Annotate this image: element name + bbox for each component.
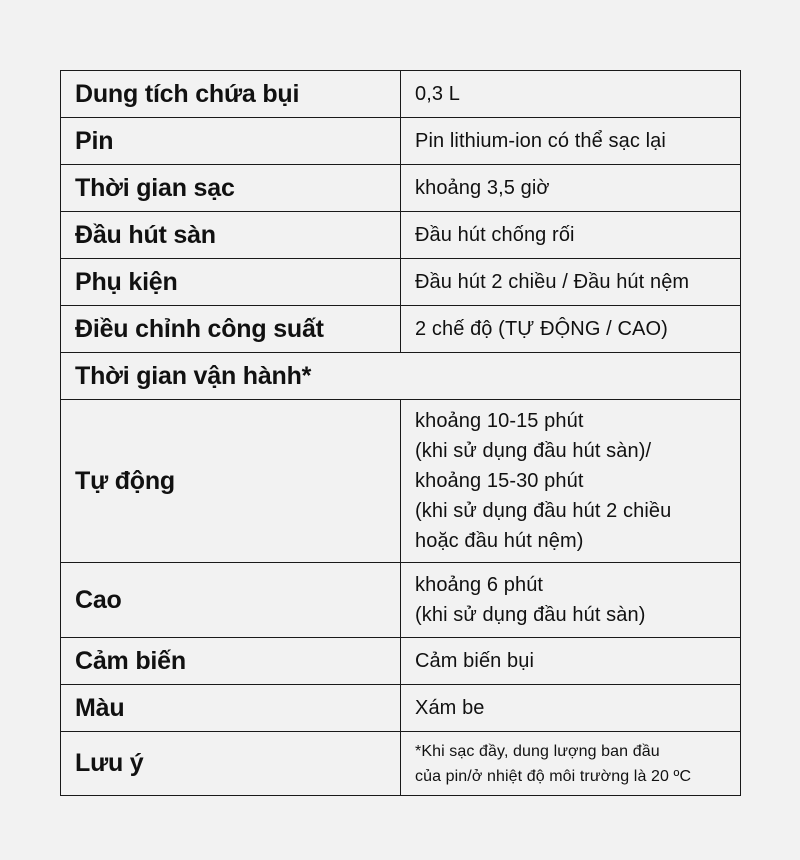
value-line: hoặc đầu hút nệm)	[415, 530, 584, 552]
spec-row-high	[61, 563, 741, 638]
spec-row-sensor	[61, 638, 741, 685]
spec-label: Điều chỉnh công suất	[61, 306, 401, 353]
spec-row-dust-capacity	[61, 71, 741, 118]
value-line: (khi sử dụng đầu hút 2 chiều	[415, 500, 672, 522]
spec-label: Phụ kiện	[61, 259, 401, 306]
value-line: (khi sử dụng đầu hút sàn)	[415, 604, 646, 626]
spec-row-battery	[61, 118, 741, 165]
spec-label: Tự động	[61, 400, 401, 563]
note-line: *Khi sạc đầy, dung lượng ban đầu	[415, 742, 660, 760]
spec-row-floor-nozzle	[61, 212, 741, 259]
spec-table	[60, 70, 741, 796]
spec-row-charge-time	[61, 165, 741, 212]
spec-value: Đầu hút 2 chiều / Đầu hút nệm	[401, 259, 741, 306]
spec-row-color	[61, 685, 741, 732]
spec-label: Pin	[61, 118, 401, 165]
spec-value: Cảm biến bụi	[401, 638, 741, 685]
spec-value: khoảng 3,5 giờ	[401, 165, 741, 212]
value-line: (khi sử dụng đầu hút sàn)/	[415, 440, 652, 462]
spec-value	[401, 400, 741, 563]
spec-value: 0,3 L	[401, 71, 741, 118]
spec-value: Xám be	[401, 685, 741, 732]
spec-label: Cao	[61, 563, 401, 638]
note-line: của pin/ở nhiệt độ môi trường là 20 ºC	[415, 767, 692, 785]
spec-row-accessories	[61, 259, 741, 306]
spec-label: Đầu hút sàn	[61, 212, 401, 259]
spec-value	[401, 732, 741, 796]
spec-label: Lưu ý	[61, 732, 401, 796]
spec-row-note	[61, 732, 741, 796]
spec-row-power-control	[61, 306, 741, 353]
spec-row-auto	[61, 400, 741, 563]
value-line: khoảng 10-15 phút	[415, 410, 584, 432]
spec-row-runtime-header	[61, 353, 741, 400]
spec-label: Dung tích chứa bụi	[61, 71, 401, 118]
spec-value: 2 chế độ (TỰ ĐỘNG / CAO)	[401, 306, 741, 353]
value-line: khoảng 15-30 phút	[415, 470, 584, 492]
spec-label: Màu	[61, 685, 401, 732]
spec-value	[401, 563, 741, 638]
spec-value: Pin lithium-ion có thể sạc lại	[401, 118, 741, 165]
spec-label: Cảm biến	[61, 638, 401, 685]
spec-value: Đầu hút chống rối	[401, 212, 741, 259]
value-line: khoảng 6 phút	[415, 574, 544, 596]
section-header: Thời gian vận hành*	[61, 353, 741, 400]
spec-label: Thời gian sạc	[61, 165, 401, 212]
